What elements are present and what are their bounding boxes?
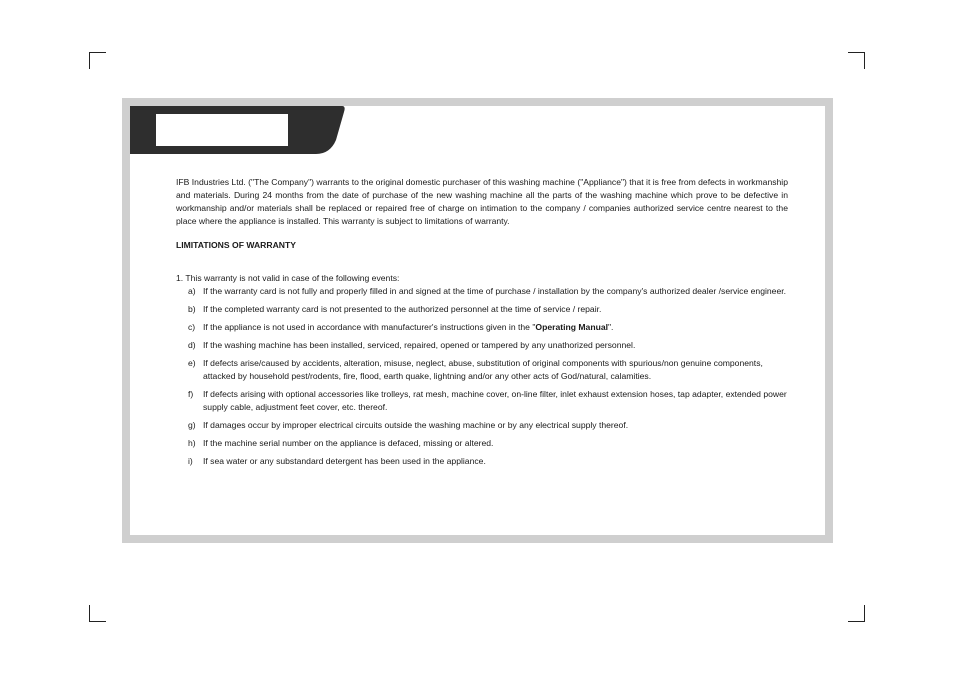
document-body bbox=[176, 176, 788, 473]
crop-mark-bottom-right-h bbox=[848, 621, 865, 622]
list-item-marker: d) bbox=[188, 340, 196, 350]
crop-mark-top-left-h bbox=[89, 52, 106, 53]
list-item-text: If sea water or any substandard detergent has been used in the appliance. bbox=[203, 456, 486, 466]
list-item bbox=[188, 285, 788, 298]
list-item-text: If the warranty card is not fully and properly filled in and signed at the time of purchase / installation by the company's authorized dealer /service engineer. bbox=[203, 286, 786, 296]
list-item-marker: c) bbox=[188, 322, 196, 332]
list-item-marker: h) bbox=[188, 438, 196, 448]
operating-manual-emphasis: Operating Manual bbox=[535, 322, 608, 332]
list-item bbox=[188, 303, 788, 316]
crop-mark-top-left-v bbox=[89, 52, 90, 69]
list-item bbox=[188, 388, 788, 414]
crop-mark-bottom-left-v bbox=[89, 605, 90, 622]
crop-mark-bottom-right-v bbox=[864, 605, 865, 622]
page-frame bbox=[122, 98, 833, 543]
list-item-text: If the completed warranty card is not presented to the authorized personnel at the time of service / repair. bbox=[203, 304, 602, 314]
list-item-text: If defects arising with optional accessories like trolleys, rat mesh, machine cover, on-line filter, inlet exhaust extension hoses, tap adapter, extended power supply cable, adjustment feet cover, etc. thereof. bbox=[203, 389, 787, 412]
list-item-text: If the machine serial number on the appliance is defaced, missing or altered. bbox=[203, 438, 494, 448]
list-item bbox=[188, 455, 788, 468]
crop-mark-bottom-left-h bbox=[89, 621, 106, 622]
crop-mark-top-right-v bbox=[864, 52, 865, 69]
list-item bbox=[188, 321, 788, 334]
crop-mark-top-right-h bbox=[848, 52, 865, 53]
list-item bbox=[188, 419, 788, 432]
section-title: LIMITATIONS OF WARRANTY bbox=[176, 240, 296, 250]
list-item-text: If damages occur by improper electrical circuits outside the washing machine or by any electrical supply thereof. bbox=[203, 420, 629, 430]
list-intro: 1. This warranty is not valid in case of the following events: bbox=[176, 273, 400, 283]
list-item-marker: g) bbox=[188, 420, 196, 430]
page-content-area bbox=[130, 106, 825, 535]
list-item-text-pre: If the appliance is not used in accordance with manufacturer's instructions given in the " bbox=[203, 322, 536, 332]
list-item-marker: e) bbox=[188, 358, 196, 368]
list-item bbox=[188, 357, 788, 383]
list-item-marker: b) bbox=[188, 304, 196, 314]
list-item-marker: i) bbox=[188, 456, 193, 466]
list-item-text-post: ". bbox=[607, 322, 614, 332]
list-item-marker: f) bbox=[188, 389, 194, 399]
list-item-marker: a) bbox=[188, 286, 196, 296]
list-item-text: If defects arise/caused by accidents, alteration, misuse, neglect, abuse, substitution of original components with spurious/non genuine components, attacked by household pest/rodents, fire, flood, earth quake, lightning and/or any other acts of God/natural, calamities. bbox=[203, 358, 763, 381]
warranty-intro-paragraph: IFB Industries Ltd. ("The Company") warrants to the original domestic purchaser of this washing machine ("Appliance") that it is free from defects in workmanship and materials. During 24 months from the date of purchase of the new washing machine all the parts of the washing machine which prove to be defective in workmanship and/or materials shall be replaced or repaired free of charge on intimation to the company / companies authorized service centre nearest to the place where the appliance is installed. This warranty is subject to limitations of warranty. bbox=[176, 177, 788, 226]
list-item-text: If the washing machine has been installed, serviced, repaired, opened or tampered by any unathorized personnel. bbox=[203, 340, 636, 350]
list-item bbox=[188, 339, 788, 352]
header-title-box bbox=[156, 114, 288, 146]
list-item bbox=[188, 437, 788, 450]
